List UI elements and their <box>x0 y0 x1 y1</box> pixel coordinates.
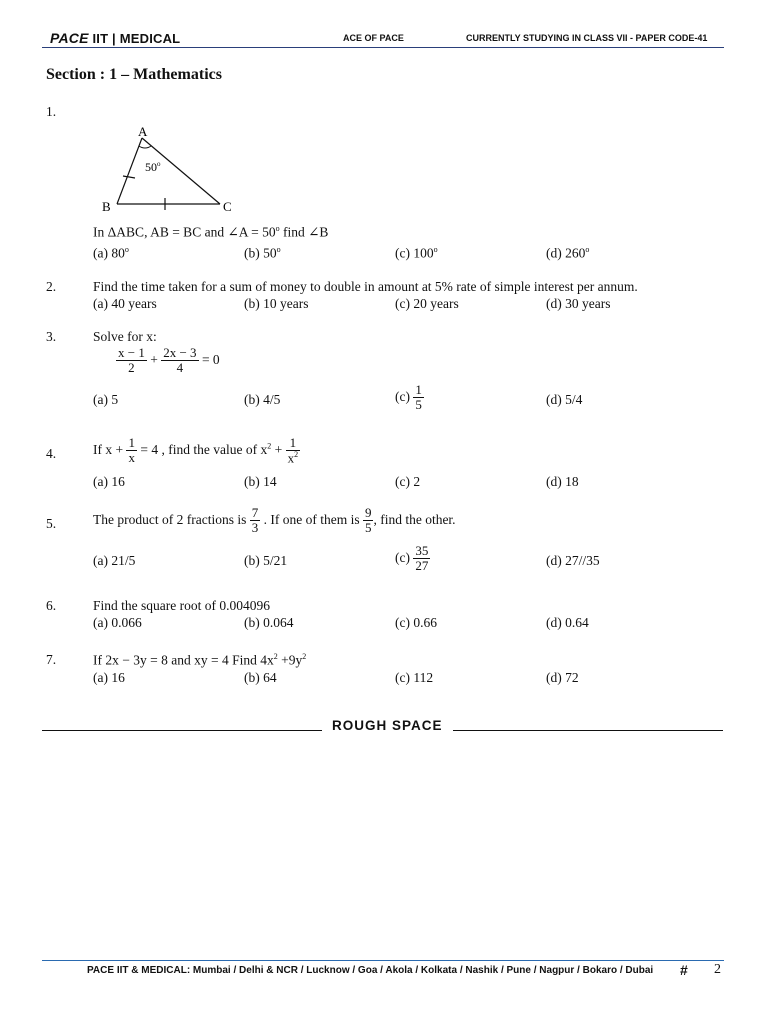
equation: $\frac{x - 1}{2}$ + $\frac{2x - 3}{4}$ = 0 <box>118 345 220 376</box>
option-c: (c) 20 years <box>395 296 459 311</box>
option-b: (b) 4/5 <box>244 392 281 407</box>
option-d: (d) 72 <box>546 670 579 685</box>
question-number: 2. <box>46 279 57 294</box>
question-text: In ΔABC, AB = BC and ∠A = $50^o$ find ∠B <box>93 224 329 240</box>
question-number: 3. <box>46 329 57 344</box>
logo-text: IIT | MEDICAL <box>88 31 181 46</box>
option-d: (d) 27//35 <box>546 553 600 568</box>
question-text: If x + $\frac{1}{x}$ = 4 , find the value of $x^2$ + $\frac{1}{x^2}$ <box>93 435 299 466</box>
vertex-label-c: C <box>223 199 232 214</box>
page-number: 2 <box>714 962 721 977</box>
option-a: (a) 40 years <box>93 296 157 311</box>
option-c: (c) $\frac{1}{5}$ <box>395 382 422 413</box>
option-d: (d) 5/4 <box>546 392 583 407</box>
header-center: ACE OF PACE <box>343 33 404 43</box>
option-d: (d) 30 years <box>546 296 611 311</box>
option-c: (c) 112 <box>395 670 434 685</box>
footer-text: PACE IIT & MEDICAL: Mumbai / Delhi & NCR / Lucknow / Goa / Akola / Kolkata / Nashik / Pune / Nagpur / Bokaro / Dubai <box>87 965 654 976</box>
question-number: 4. <box>46 446 57 461</box>
option-b: (b) 50$^o$ <box>244 245 281 261</box>
question-number: 5. <box>46 516 57 531</box>
option-c: (c) 2 <box>395 474 421 489</box>
option-a: (a) 5 <box>93 392 119 407</box>
rough-divider-left <box>42 730 322 731</box>
option-c: (c) 100$^o$ <box>395 245 438 261</box>
angle-label: 50$^o$ <box>145 160 161 174</box>
question-text: Solve for x: <box>93 329 157 344</box>
vertex-label-a: A <box>138 124 148 139</box>
option-b: (b) 14 <box>244 474 277 489</box>
option-b: (b) 5/21 <box>244 553 288 568</box>
question-text: Find the time taken for a sum of money to double in amount at 5% rate of simple interest per annum. <box>93 279 638 294</box>
question-number: 6. <box>46 598 57 613</box>
header-right: CURRENTLY STUDYING IN CLASS VII - PAPER CODE-41 <box>466 33 708 43</box>
option-a: (a) 16 <box>93 474 125 489</box>
option-c: (c) $\frac{35}{27}$ <box>395 543 429 574</box>
footer-hash: # <box>680 962 688 978</box>
rough-space-heading: ROUGH SPACE <box>332 718 443 733</box>
vertex-label-b: B <box>102 199 111 214</box>
option-b: (b) 64 <box>244 670 277 685</box>
option-a: (a) 0.066 <box>93 615 142 630</box>
option-d: (d) 260$^o$ <box>546 245 590 261</box>
option-c: (c) 0.66 <box>395 615 437 630</box>
fraction: $\frac{x - 1}{2}$ <box>118 345 145 376</box>
question-number: 1. <box>46 104 57 119</box>
option-d: (d) 18 <box>546 474 579 489</box>
footer-divider <box>42 960 724 961</box>
rough-divider-right <box>453 730 723 731</box>
question-text: Find the square root of 0.004096 <box>93 598 270 613</box>
question-text: If 2x − 3y = 8 and xy = 4 Find $4x^2 +9y^2$ <box>93 652 307 668</box>
option-a: (a) 16 <box>93 670 125 685</box>
question-number: 7. <box>46 652 57 667</box>
option-a: (a) 80$^o$ <box>93 245 129 261</box>
logo-brand: PACE <box>50 30 89 46</box>
option-d: (d) 0.64 <box>546 615 589 630</box>
option-b: (b) 0.064 <box>244 615 294 630</box>
header-divider <box>42 47 724 48</box>
question-text: The product of 2 fractions is $\frac{7}{3}$ . If one of them is $\frac{9}{5}$ , find the other. <box>93 505 456 536</box>
triangle-diagram <box>95 120 245 220</box>
section-title: Section : 1 – Mathematics <box>46 66 222 83</box>
fraction: $\frac{2x - 3}{4}$ <box>163 345 197 376</box>
option-a: (a) 21/5 <box>93 553 136 568</box>
logo <box>50 30 180 46</box>
option-b: (b) 10 years <box>244 296 309 311</box>
